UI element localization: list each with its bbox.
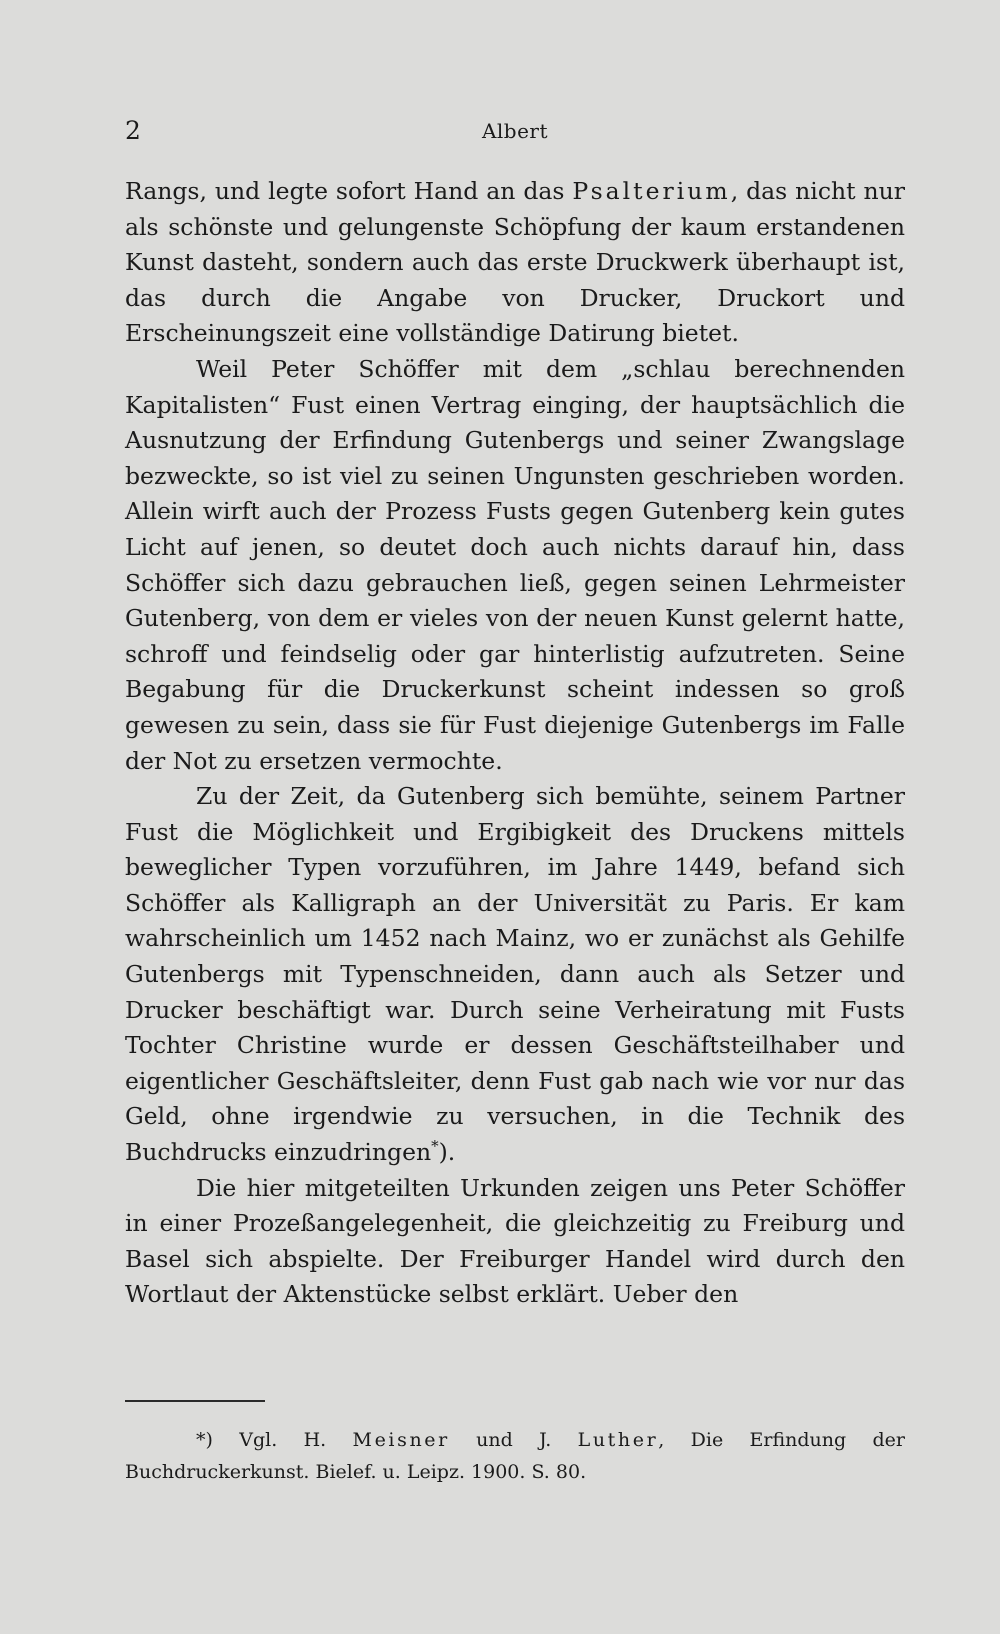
footnote <box>125 1424 905 1488</box>
footnote-marker: *) Vgl. H. <box>196 1429 353 1451</box>
page-header <box>125 116 905 152</box>
footnote-divider <box>125 1400 265 1402</box>
footnote-author-luther: Luther <box>577 1429 659 1451</box>
footnote-author-meisner: Meisner <box>352 1429 450 1451</box>
paragraph-1 <box>125 174 905 352</box>
paragraph-2: Weil Peter Schöffer mit dem „schlau berechnenden Kapitalisten“ Fust einen Vertrag einging, der hauptsächlich die Ausnutzung der Erfindung Gutenbergs und seiner Zwangslage bezweckte, so ist viel zu seinen Ungunsten geschrieben worden. Allein wirft auch der Prozess Fusts gegen Gutenberg kein gutes Licht auf jenen, so deutet doch auch nichts darauf hin, dass Schöffer sich dazu gebrauchen ließ, gegen seinen Lehrmeister Gutenberg, von dem er vieles von der neuen Kunst gelernt hatte, schroff und feindselig oder gar hinterlistig aufzutreten. Seine Begabung für die Druckerkunst scheint indessen so groß gewesen zu sein, dass sie für Fust diejenige Gutenbergs im Falle der Not zu ersetzen vermochte. <box>125 354 905 775</box>
paragraph-3-main: Zu der Zeit, da Gutenberg sich bemühte, seinem Partner Fust die Möglichkeit und Ergibigkeit des Druckens mittels beweglicher Typen vorzuführen, im Jahre 1449, befand sich Schöffer als Kalligraph an der Universität zu Paris. Er kam wahrscheinlich um 1452 nach Mainz, wo er zunächst als Gehilfe Gutenbergs mit Typenschneiden, dann auch als Setzer und Drucker beschäftigt war. Durch seine Verheiratung mit Fusts Tochter Christine wurde er dessen Geschäftsteilhaber und eigentlicher Geschäftsleiter, denn Fust gab nach wie vor nur das Geld, ohne irgendwie zu versuchen, in die Technik des Buchdrucks einzudringen <box>125 782 905 1167</box>
footnote-reference: * <box>431 1137 439 1156</box>
footnote-citation: , Die Erfindung der Buchdruckerkunst. Bielef. u. Leipz. 1900. S. 80. <box>125 1429 906 1483</box>
psalterium-emphasis: Psalterium <box>572 177 731 205</box>
paragraph-3-end: ). <box>438 1138 456 1167</box>
paragraph-4: Die hier mitgeteilten Urkunden zeigen uns Peter Schöffer in einer Prozeßangelegenheit, die gleichzeitig zu Freiburg und Basel sich abspielte. Der Freiburger Handel wird durch den Wortlaut der Aktenstücke selbst erklärt. Ueber den <box>125 1173 905 1309</box>
paragraph-3 <box>125 779 905 1171</box>
footnote-and: und J. <box>449 1429 578 1451</box>
paragraph-1-rest: , das nicht nur als schönste und gelungenste Schöpfung der kaum erstandenen Kunst dasteht, sondern auch das erste Druckwerk überhaupt ist, das durch die Angabe von Drucker, Druckort und Erscheinungszeit eine vollständige Datirung bietet. <box>125 177 906 348</box>
main-text <box>125 174 905 1313</box>
page-number: 2 <box>125 116 141 145</box>
running-head: Albert <box>481 119 549 143</box>
paragraph-1-lead: Rangs, und legte sofort Hand an das <box>125 177 573 205</box>
